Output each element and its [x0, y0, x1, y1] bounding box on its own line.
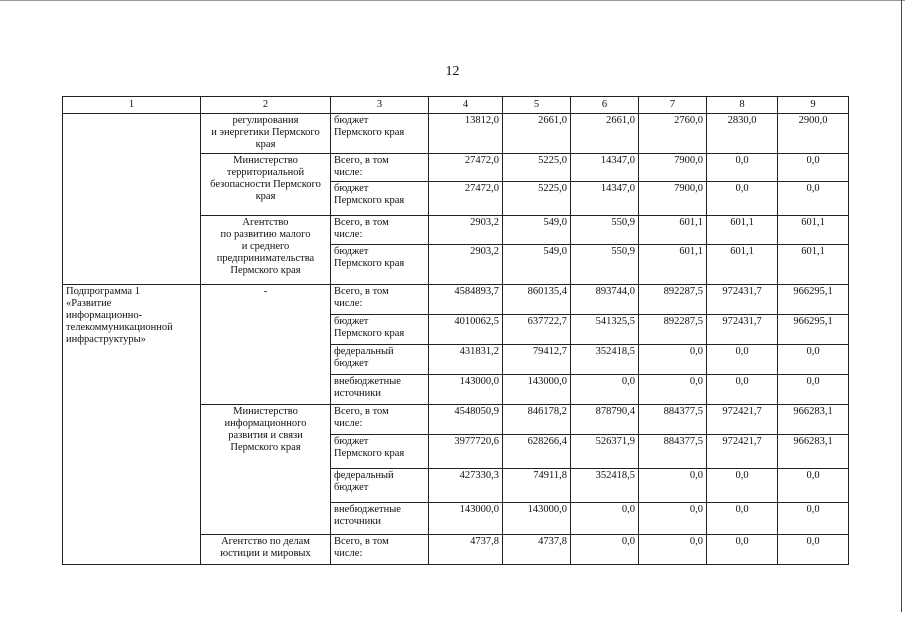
- value-cell: 3977720,6: [429, 435, 503, 469]
- value-cell: 2661,0: [503, 114, 571, 154]
- value-cell: 0,0: [571, 503, 639, 535]
- value-cell: 2903,2: [429, 245, 503, 285]
- value-cell: 2661,0: [571, 114, 639, 154]
- value-cell: 0,0: [707, 535, 778, 565]
- source-cell: внебюджетные источники: [331, 375, 429, 405]
- value-cell: 2900,0: [778, 114, 849, 154]
- org-cell: Министерство территориальной безопасности Пермского края: [201, 154, 331, 216]
- source-cell: Всего, в том числе:: [331, 154, 429, 182]
- source-cell: Всего, в том числе:: [331, 216, 429, 245]
- value-cell: 27472,0: [429, 182, 503, 216]
- org-cell: -: [201, 285, 331, 405]
- col-header-2: 2: [201, 97, 331, 114]
- col-header-5: 5: [503, 97, 571, 114]
- value-cell: 4737,8: [503, 535, 571, 565]
- source-cell: бюджет Пермского края: [331, 435, 429, 469]
- value-cell: 143000,0: [429, 375, 503, 405]
- value-cell: 966295,1: [778, 285, 849, 315]
- subprogram-cell: Подпрограмма 1 «Развитие информационно- телекоммуникационной инфраструктуры»: [63, 285, 201, 565]
- source-cell: внебюджетные источники: [331, 503, 429, 535]
- value-cell: 431831,2: [429, 345, 503, 375]
- value-cell: 549,0: [503, 245, 571, 285]
- value-cell: 972421,7: [707, 405, 778, 435]
- value-cell: 14347,0: [571, 182, 639, 216]
- value-cell: 0,0: [639, 345, 707, 375]
- value-cell: 143000,0: [503, 375, 571, 405]
- value-cell: 549,0: [503, 216, 571, 245]
- table-row: [63, 114, 849, 154]
- table-row: [63, 285, 849, 315]
- value-cell: 884377,5: [639, 435, 707, 469]
- value-cell: 7900,0: [639, 182, 707, 216]
- source-cell: Всего, в том числе:: [331, 405, 429, 435]
- value-cell: 0,0: [639, 503, 707, 535]
- value-cell: 966283,1: [778, 435, 849, 469]
- source-cell: Всего, в том числе:: [331, 285, 429, 315]
- col-header-3: 3: [331, 97, 429, 114]
- source-cell: бюджет Пермского края: [331, 245, 429, 285]
- value-cell: 0,0: [707, 182, 778, 216]
- value-cell: 27472,0: [429, 154, 503, 182]
- source-cell: Всего, в том числе:: [331, 535, 429, 565]
- value-cell: 601,1: [778, 245, 849, 285]
- value-cell: 878790,4: [571, 405, 639, 435]
- value-cell: 892287,5: [639, 285, 707, 315]
- source-cell: бюджет Пермского края: [331, 114, 429, 154]
- org-cell: регулирования и энергетики Пермского края: [201, 114, 331, 154]
- value-cell: 352418,5: [571, 345, 639, 375]
- source-cell: федеральный бюджет: [331, 345, 429, 375]
- value-cell: 14347,0: [571, 154, 639, 182]
- value-cell: 860135,4: [503, 285, 571, 315]
- value-cell: 4584893,7: [429, 285, 503, 315]
- value-cell: 5225,0: [503, 182, 571, 216]
- value-cell: 0,0: [778, 182, 849, 216]
- value-cell: 541325,5: [571, 315, 639, 345]
- budget-table: [62, 96, 849, 565]
- value-cell: 972431,7: [707, 285, 778, 315]
- source-cell: федеральный бюджет: [331, 469, 429, 503]
- value-cell: 892287,5: [639, 315, 707, 345]
- value-cell: 0,0: [571, 535, 639, 565]
- value-cell: 0,0: [778, 154, 849, 182]
- value-cell: 966283,1: [778, 405, 849, 435]
- org-cell: Агентство по развитию малого и среднего предпринимательства Пермского края: [201, 216, 331, 285]
- value-cell: 884377,5: [639, 405, 707, 435]
- value-cell: 0,0: [778, 503, 849, 535]
- value-cell: 0,0: [707, 154, 778, 182]
- value-cell: 601,1: [778, 216, 849, 245]
- value-cell: 4548050,9: [429, 405, 503, 435]
- value-cell: 601,1: [639, 245, 707, 285]
- value-cell: 4010062,5: [429, 315, 503, 345]
- value-cell: 0,0: [639, 535, 707, 565]
- value-cell: 550,9: [571, 216, 639, 245]
- header-row: [63, 97, 849, 114]
- value-cell: 0,0: [639, 469, 707, 503]
- value-cell: 0,0: [778, 345, 849, 375]
- value-cell: 4737,8: [429, 535, 503, 565]
- value-cell: 7900,0: [639, 154, 707, 182]
- source-cell: бюджет Пермского края: [331, 182, 429, 216]
- value-cell: 637722,7: [503, 315, 571, 345]
- col-header-6: 6: [571, 97, 639, 114]
- col-header-7: 7: [639, 97, 707, 114]
- col-header-8: 8: [707, 97, 778, 114]
- page-right-edge: [901, 0, 902, 612]
- value-cell: 966295,1: [778, 315, 849, 345]
- value-cell: 79412,7: [503, 345, 571, 375]
- col-header-1: 1: [63, 97, 201, 114]
- value-cell: 0,0: [571, 375, 639, 405]
- value-cell: 550,9: [571, 245, 639, 285]
- org-cell: Агентство по делам юстиции и мировых: [201, 535, 331, 565]
- value-cell: 0,0: [707, 469, 778, 503]
- value-cell: 13812,0: [429, 114, 503, 154]
- value-cell: 893744,0: [571, 285, 639, 315]
- value-cell: 0,0: [778, 375, 849, 405]
- col-header-4: 4: [429, 97, 503, 114]
- value-cell: 0,0: [639, 375, 707, 405]
- value-cell: 0,0: [707, 503, 778, 535]
- value-cell: 427330,3: [429, 469, 503, 503]
- source-cell: бюджет Пермского края: [331, 315, 429, 345]
- value-cell: 352418,5: [571, 469, 639, 503]
- value-cell: 0,0: [707, 375, 778, 405]
- value-cell: 2760,0: [639, 114, 707, 154]
- page-top-edge: [0, 0, 905, 1]
- value-cell: 972431,7: [707, 315, 778, 345]
- value-cell: 601,1: [707, 245, 778, 285]
- value-cell: 846178,2: [503, 405, 571, 435]
- value-cell: 143000,0: [429, 503, 503, 535]
- page-number: 12: [445, 64, 460, 79]
- org-cell: Министерство информационного развития и связи Пермского края: [201, 405, 331, 535]
- program-cell: [63, 114, 201, 285]
- value-cell: 74911,8: [503, 469, 571, 503]
- value-cell: 601,1: [707, 216, 778, 245]
- value-cell: 2903,2: [429, 216, 503, 245]
- value-cell: 0,0: [778, 535, 849, 565]
- value-cell: 628266,4: [503, 435, 571, 469]
- value-cell: 5225,0: [503, 154, 571, 182]
- value-cell: 972421,7: [707, 435, 778, 469]
- value-cell: 143000,0: [503, 503, 571, 535]
- value-cell: 601,1: [639, 216, 707, 245]
- col-header-9: 9: [778, 97, 849, 114]
- value-cell: 2830,0: [707, 114, 778, 154]
- value-cell: 0,0: [707, 345, 778, 375]
- value-cell: 0,0: [778, 469, 849, 503]
- value-cell: 526371,9: [571, 435, 639, 469]
